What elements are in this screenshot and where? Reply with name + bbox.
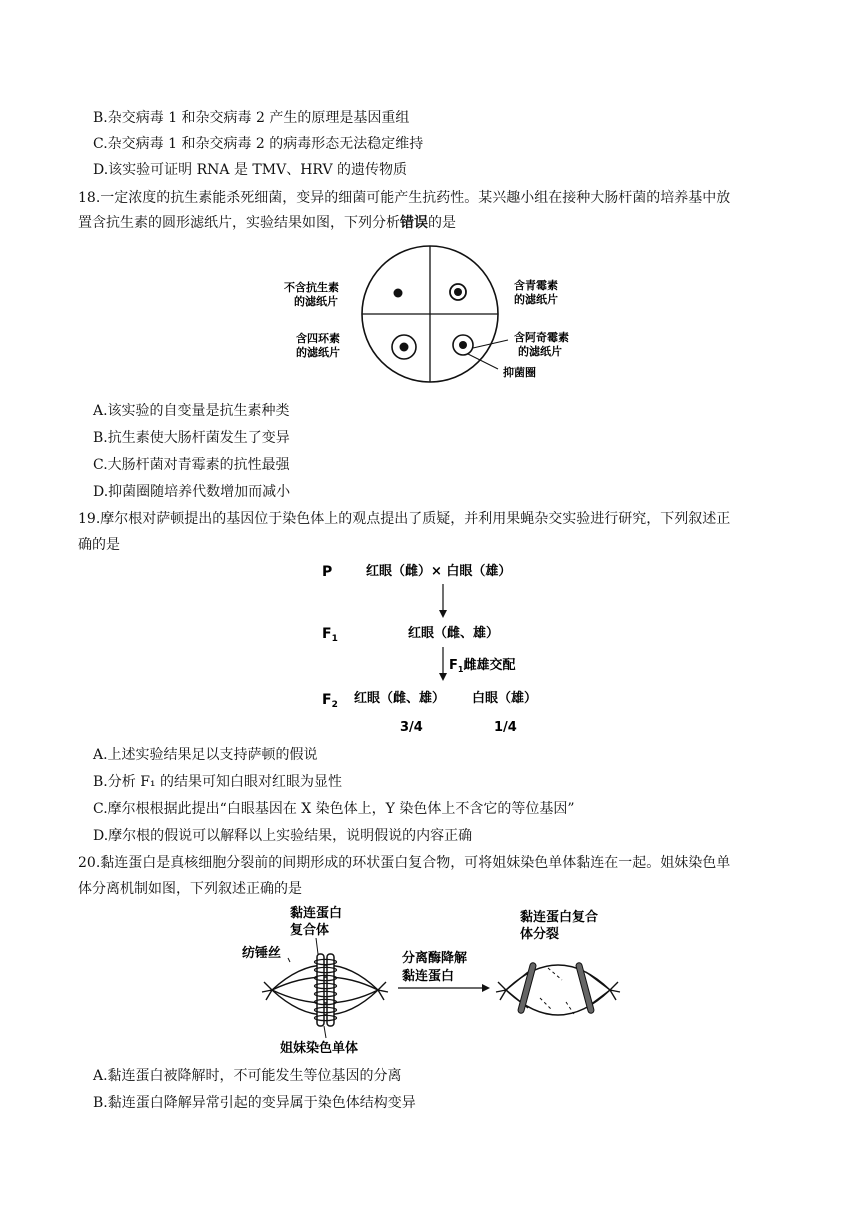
disk-azithromycin [459,341,467,349]
label-complex-split-1: 黏连蛋白复合 [520,910,599,925]
label-azithromycin-2: 的滤纸片 [518,345,562,358]
label-tetracycline-1: 含四环素 [296,332,340,345]
q18-option-a: A.该实验的自变量是抗生素种类 [93,403,290,419]
q18-stem-pre: 置含抗生素的圆形滤纸片，实验结果如图，下列分析 [78,215,400,231]
label-inhibition-zone: 抑菌圈 [503,366,536,379]
ratio-white: 1/4 [494,720,517,735]
p-cross-text: 红眼（雌）× 白眼（雄） [366,564,512,579]
label-penicillin-2: 的滤纸片 [514,293,558,306]
label-no-antibiotic-1: 不含抗生素 [284,281,339,294]
q19-option-c: C.摩尔根根据此提出“白眼基因在 X 染色体上，Y 染色体上不含它的等位基因” [93,801,575,817]
f1-text: 红眼（雌、雄） [408,626,500,641]
q19-stem-line2: 确的是 [78,537,120,553]
q17-option-c: C.杂交病毒 1 和杂交病毒 2 的病毒形态无法稳定维持 [93,136,424,152]
right-separated-chromatids [517,962,594,1014]
label-spindle: 纺锤丝 [242,946,282,961]
q18-stem-line1: 18.一定浓度的抗生素能杀死细菌，变异的细菌可能产生抗药性。某兴趣小组在接种大肠杆菌的培养基中放 [78,190,731,206]
f2-white-eye: 白眼（雄） [472,691,538,706]
label-tetracycline-2: 的滤纸片 [296,346,340,359]
disk-no-antibiotic [394,289,403,298]
q20-cohesin-diagram [228,902,628,1060]
label-sister-chromatids: 姐妹染色单体 [280,1041,359,1056]
right-cohesin-fragments [540,968,574,1014]
q18-stem-line2 [78,213,456,233]
q20-stem-line1: 20.黏连蛋白是真核细胞分裂前的间期形成的环状蛋白复合物，可将姐妹染色单体黏连在一起。姐妹染色单 [78,855,731,871]
label-penicillin-1: 含青霉素 [514,279,558,292]
q18-stem-post: 的是 [428,215,456,231]
q20-option-a: A.黏连蛋白被降解时，不可能发生等位基因的分离 [93,1068,402,1084]
q20-option-b: B.黏连蛋白降解异常引起的变异属于染色体结构变异 [93,1095,416,1111]
disk-tetracycline [400,343,409,352]
right-spindle [496,965,620,1015]
p-label: P [322,564,333,580]
q18-option-d: D.抑菌圈随培养代数增加而减小 [93,484,291,500]
q18-petri-dish-figure [270,244,600,384]
q19-cross-diagram [310,556,570,742]
q17-option-b: B.杂交病毒 1 和杂交病毒 2 产生的原理是基因重组 [93,110,410,126]
label-arrow-2: 黏连蛋白 [402,969,455,984]
q19-option-a: A.上述实验结果足以支持萨顿的假说 [93,747,318,763]
ratio-red: 3/4 [400,720,423,735]
f2-red-eye: 红眼（雌、雄） [354,691,446,706]
f1-label: $F_1$ [322,626,338,644]
disk-penicillin [454,288,462,296]
q18-option-b: B.抗生素使大肠杆菌发生了变异 [93,430,290,446]
q18-stem-emph: 错误 [400,215,428,231]
q19-stem-line1: 19.摩尔根对萨顿提出的基因位于染色体上的观点提出了质疑，并利用果蝇杂交实验进行研究，下列叙述正 [78,511,731,527]
q20-stem-line2: 体分离机制如图，下列叙述正确的是 [78,881,302,897]
f2-label: $F_2$ [322,692,338,710]
label-no-antibiotic-2: 的滤纸片 [294,295,338,308]
label-complex-split-2: 体分裂 [520,927,560,942]
q17-option-d: D.该实验可证明 RNA 是 TMV、HRV 的遗传物质 [93,162,408,178]
q19-option-b: B.分析 F₁ 的结果可知白眼对红眼为显性 [93,774,342,790]
label-azithromycin-1: 含阿奇霉素 [514,331,569,344]
label-arrow-1: 分离酶降解 [402,951,468,966]
f1-mating-note: $F_1$雌雄交配 [449,658,516,674]
q19-option-d: D.摩尔根的假说可以解释以上实验结果，说明假说的内容正确 [93,828,473,844]
label-cohesin-complex-1: 黏连蛋白 [290,906,343,921]
q18-option-c: C.大肠杆菌对青霉素的抗性最强 [93,457,290,473]
label-cohesin-complex-2: 复合体 [290,923,330,938]
